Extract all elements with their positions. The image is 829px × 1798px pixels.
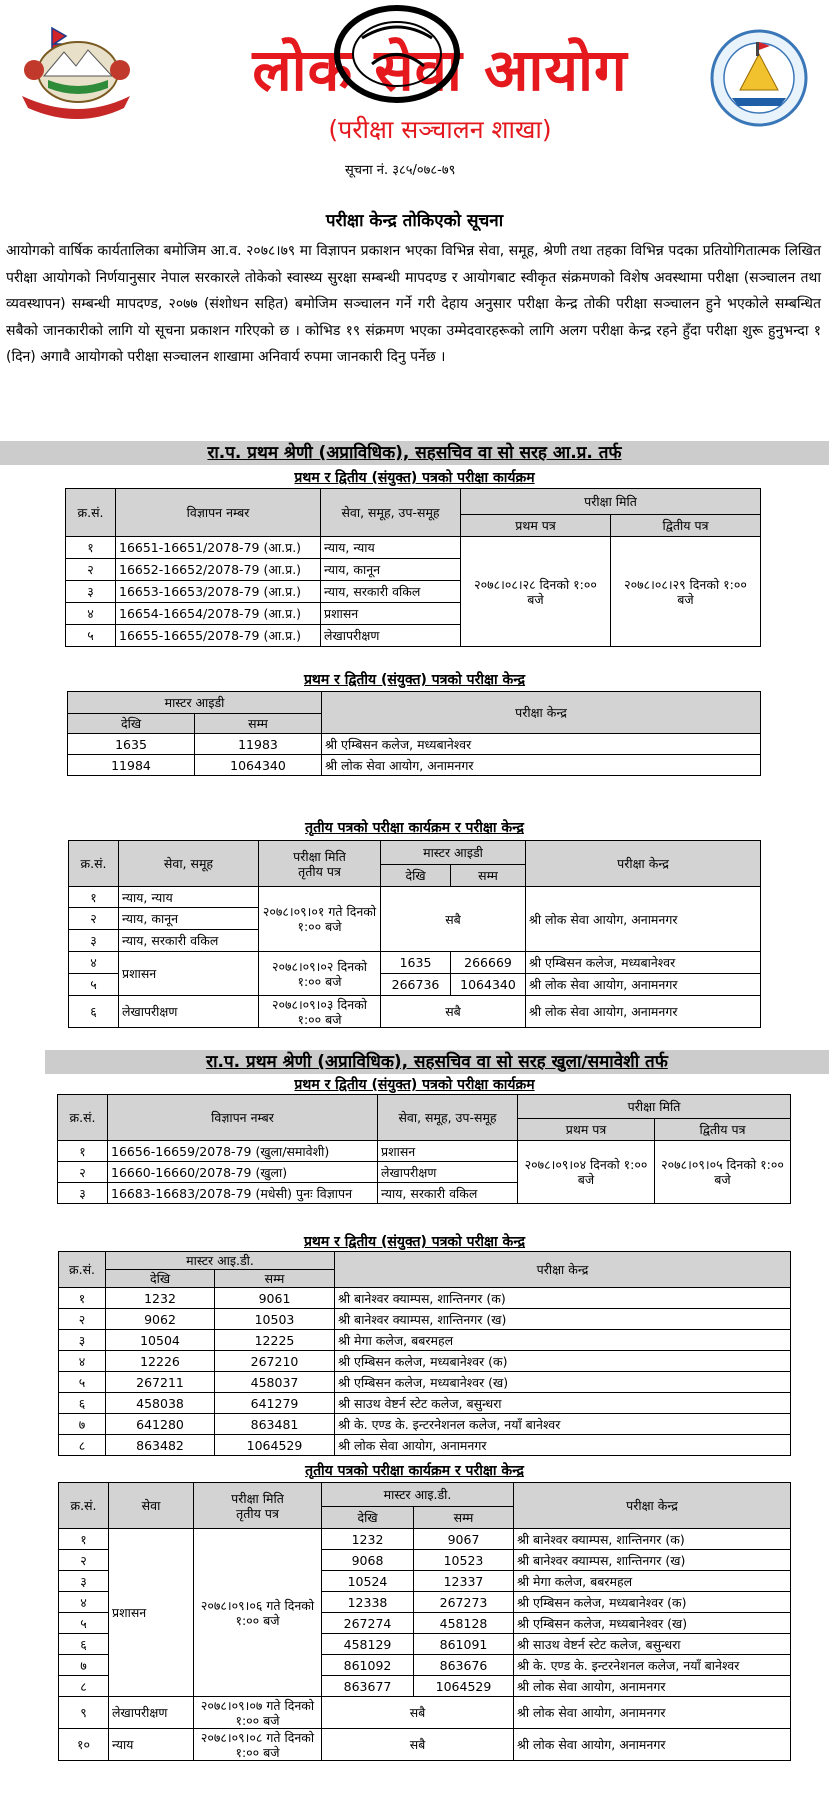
s2-schedule-table — [57, 1094, 791, 1204]
table-caption: प्रथम र द्वितीय (संयुक्त) पत्रको परीक्षा केन्द्र — [303, 1234, 526, 1250]
cell-centre: श्री लोक सेवा आयोग, अनामनगर — [514, 1729, 791, 1761]
table-row — [59, 1309, 791, 1330]
cell-centre: श्री बानेश्वर क्याम्पस, शान्तिनगर (क) — [335, 1288, 791, 1309]
cell-centre: श्री बानेश्वर क्याम्पस, शान्तिनगर (क) — [514, 1529, 791, 1550]
table-caption: प्रथम र द्वितीय (संयुक्त) पत्रको परीक्षा कार्यक्रम — [294, 470, 535, 486]
cell-to: 10503 — [215, 1309, 335, 1330]
cell-sn: २ — [59, 1309, 106, 1330]
cell-date: २०७८।०९।०१ गते दिनको १:०० बजे — [259, 887, 381, 952]
cell-sn: ८ — [59, 1676, 109, 1697]
cell-to: 12337 — [414, 1571, 514, 1592]
s2-third-paper-table — [58, 1482, 791, 1761]
section-band-text: रा.प. प्रथम श्रेणी (अप्राविधिक), सहसचिव वा सो सरह खुला/समावेशी तर्फ — [206, 1052, 668, 1072]
col-service: सेवा, समूह — [119, 841, 259, 887]
cell-centre: श्री लोक सेवा आयोग, अनामनगर — [514, 1697, 791, 1729]
cell-to: 1064340 — [451, 974, 526, 996]
table-row — [59, 1372, 791, 1393]
cell-sn: ६ — [59, 1393, 106, 1414]
table-row — [69, 887, 761, 908]
cell-service: न्याय, कानून — [119, 908, 259, 930]
cell-sn: २ — [59, 1550, 109, 1571]
cell-service: न्याय, कानून — [321, 559, 461, 581]
cell-second-date: २०७८।०९।०५ दिनको १:०० बजे — [655, 1141, 791, 1204]
cell-sn: ३ — [59, 1571, 109, 1592]
col-adv: विज्ञापन नम्बर — [116, 489, 321, 537]
col-exam-date — [194, 1483, 322, 1529]
cell-sn: ३ — [66, 581, 116, 603]
cell-from: 12226 — [106, 1351, 215, 1372]
col-centre: परीक्षा केन्द्र — [322, 692, 761, 734]
col-centre: परीक्षा केन्द्र — [514, 1483, 791, 1529]
s1-centre-table — [67, 691, 761, 776]
cell-to: 9067 — [414, 1529, 514, 1550]
branch-subtitle: (परीक्षा सञ्चालन शाखा) — [328, 115, 552, 144]
cell-service: प्रशासन — [321, 603, 461, 625]
cell-from: 266736 — [381, 974, 451, 996]
cell-to: 861091 — [414, 1634, 514, 1655]
cell-from: 863677 — [322, 1676, 414, 1697]
cell-service: प्रशासन — [109, 1529, 194, 1697]
cell-second-date: २०७८।०८।२९ दिनको १:०० बजे — [611, 537, 761, 647]
cell-centre: श्री बानेश्वर क्याम्पस, शान्तिनगर (ख) — [335, 1309, 791, 1330]
col-exam-date — [259, 841, 381, 887]
cell-to: 641279 — [215, 1393, 335, 1414]
cell-to: 267210 — [215, 1351, 335, 1372]
commission-title: लोक सेवा आयोग — [252, 36, 628, 104]
cell-service: लेखापरीक्षण — [119, 996, 259, 1028]
cell-from: 1635 — [381, 952, 451, 974]
cell-adv: 16653-16653/2078-79 (आ.प्र.) — [116, 581, 321, 603]
cell-all: सबै — [381, 887, 526, 952]
table-row — [59, 1393, 791, 1414]
cell-to: 266669 — [451, 952, 526, 974]
col-master-id: मास्टर आइडी — [68, 692, 322, 714]
section-band-open — [45, 1050, 829, 1074]
cell-from: 1232 — [106, 1288, 215, 1309]
notice-title: परीक्षा केन्द्र तोकिएको सूचना — [325, 211, 504, 231]
cell-from: 9068 — [322, 1550, 414, 1571]
col-centre: परीक्षा केन्द्र — [335, 1252, 791, 1288]
cell-date: २०७८।०९।०७ गते दिनको १:०० बजे — [194, 1697, 322, 1729]
cell-to: 9061 — [215, 1288, 335, 1309]
cell-service: लेखापरीक्षण — [109, 1697, 194, 1729]
s1-schedule-table — [65, 488, 761, 647]
cell-from: 9062 — [106, 1309, 215, 1330]
cell-from: 458129 — [322, 1634, 414, 1655]
cell-sn: ४ — [66, 603, 116, 625]
cell-adv: 16656-16659/2078-79 (खुला/समावेशी) — [108, 1141, 378, 1162]
cell-from: 10504 — [106, 1330, 215, 1351]
table-row — [69, 996, 761, 1028]
cell-sn: ७ — [59, 1414, 106, 1435]
col-to: सम्म — [215, 1270, 335, 1288]
cell-to: 1064529 — [414, 1676, 514, 1697]
cell-sn: ५ — [59, 1613, 109, 1634]
cell-sn: ६ — [59, 1634, 109, 1655]
col-to: सम्म — [195, 714, 322, 734]
cell-centre: श्री के. एण्ड के. इन्टरनेशनल कलेज, नयाँ बानेश्वर — [335, 1414, 791, 1435]
col-from: देखि — [68, 714, 195, 734]
cell-adv: 16651-16651/2078-79 (आ.प्र.) — [116, 537, 321, 559]
col-master-id: मास्टर आइ.डी. — [322, 1483, 514, 1507]
col-service: सेवा, समूह, उप-समूह — [321, 489, 461, 537]
col-to: सम्म — [451, 865, 526, 887]
col-master-id: मास्टर आइडी — [381, 841, 526, 865]
cell-date: २०७८।०९।०६ गते दिनको १:०० बजे — [194, 1529, 322, 1697]
cell-from: 12338 — [322, 1592, 414, 1613]
cell-service: न्याय, न्याय — [119, 887, 259, 908]
cell-sn: २ — [58, 1162, 108, 1183]
col-to: सम्म — [414, 1507, 514, 1529]
cell-centre: श्री मेगा कलेज, बबरमहल — [514, 1571, 791, 1592]
cell-from: 10524 — [322, 1571, 414, 1592]
section-band-text: रा.प. प्रथम श्रेणी (अप्राविधिक), सहसचिव वा सो सरह आ.प्र. तर्फ — [207, 443, 622, 463]
cell-service: न्याय — [109, 1729, 194, 1761]
table-row — [58, 1141, 791, 1162]
cell-date: २०७८।०९।०३ दिनको १:०० बजे — [259, 996, 381, 1028]
cell-sn: ४ — [59, 1351, 106, 1372]
cell-sn: १ — [59, 1288, 106, 1309]
cell-from: 863482 — [106, 1435, 215, 1456]
cell-centre: श्री एम्बिसन कलेज, मध्यबानेश्वर (क) — [335, 1351, 791, 1372]
cell-sn: ५ — [69, 974, 119, 996]
cell-adv: 16654-16654/2078-79 (आ.प्र.) — [116, 603, 321, 625]
cell-to: 863481 — [215, 1414, 335, 1435]
cell-service: न्याय, सरकारी वकिल — [321, 581, 461, 603]
cell-to: 458037 — [215, 1372, 335, 1393]
header-third-paper: तृतीय पत्र — [236, 1505, 279, 1521]
col-adv: विज्ञापन नम्बर — [108, 1095, 378, 1141]
cell-centre: श्री लोक सेवा आयोग, अनामनगर — [514, 1676, 791, 1697]
cell-from: 267274 — [322, 1613, 414, 1634]
cell-sn: ५ — [66, 625, 116, 647]
cell-adv: 16655-16655/2078-79 (आ.प्र.) — [116, 625, 321, 647]
cell-centre: श्री मेगा कलेज, बबरमहल — [335, 1330, 791, 1351]
cell-sn: ८ — [59, 1435, 106, 1456]
notice-number: सूचना नं. ३८५/०७८-७९ — [345, 163, 456, 178]
cell-sn: ४ — [69, 952, 119, 974]
cell-to: 10523 — [414, 1550, 514, 1571]
cell-centre: श्री एम्बिसन कलेज, मध्यबानेश्वर (ख) — [335, 1372, 791, 1393]
header-exam-date: परीक्षा मिति — [293, 848, 346, 864]
cell-from: 11984 — [68, 755, 195, 776]
cell-sn: ७ — [59, 1655, 109, 1676]
col-master-id: मास्टर आइ.डी. — [106, 1252, 335, 1270]
col-second-paper: द्वितीय पत्र — [611, 515, 761, 537]
seal-stamp — [332, 4, 462, 104]
cell-first-date: २०७८।०८।२८ दिनको १:०० बजे — [461, 537, 611, 647]
col-sn: क्र.सं. — [58, 1095, 108, 1141]
col-first-paper: प्रथम पत्र — [461, 515, 611, 537]
s1-third-paper-table — [68, 840, 761, 1028]
nepal-emblem-logo — [14, 22, 132, 122]
col-sn: क्र.सं. — [59, 1252, 106, 1288]
cell-all: सबै — [322, 1729, 514, 1761]
cell-to: 863676 — [414, 1655, 514, 1676]
cell-sn: ३ — [59, 1330, 106, 1351]
cell-adv: 16652-16652/2078-79 (आ.प्र.) — [116, 559, 321, 581]
cell-from: 1635 — [68, 734, 195, 755]
cell-to: 11983 — [195, 734, 322, 755]
cell-adv: 16683-16683/2078-79 (मधेसी) पुनः विज्ञापन — [108, 1183, 378, 1204]
table-row — [59, 1330, 791, 1351]
cell-sn: ६ — [69, 996, 119, 1028]
s2-centre-table — [58, 1251, 791, 1456]
cell-centre: श्री लोक सेवा आयोग, अनामनगर — [526, 996, 761, 1028]
cell-to: 458128 — [414, 1613, 514, 1634]
cell-centre: श्री एम्बिसन कलेज, मध्यबानेश्वर — [526, 952, 761, 974]
cell-sn: २ — [69, 908, 119, 930]
cell-service: प्रशासन — [378, 1141, 518, 1162]
cell-from: 458038 — [106, 1393, 215, 1414]
psc-logo — [708, 28, 810, 128]
table-row — [59, 1351, 791, 1372]
cell-centre: श्री एम्बिसन कलेज, मध्यबानेश्वर — [322, 734, 761, 755]
col-service: सेवा — [109, 1483, 194, 1529]
table-caption: प्रथम र द्वितीय (संयुक्त) पत्रको परीक्षा कार्यक्रम — [294, 1077, 535, 1093]
cell-date: २०७८।०९।०२ दिनको १:०० बजे — [259, 952, 381, 996]
cell-service: लेखापरीक्षण — [321, 625, 461, 647]
table-row — [69, 952, 761, 974]
cell-from: 1232 — [322, 1529, 414, 1550]
cell-sn: १ — [69, 887, 119, 908]
table-row — [59, 1288, 791, 1309]
cell-centre: श्री एम्बिसन कलेज, मध्यबानेश्वर (ख) — [514, 1613, 791, 1634]
cell-service: लेखापरीक्षण — [378, 1162, 518, 1183]
cell-to: 1064340 — [195, 755, 322, 776]
cell-to: 267273 — [414, 1592, 514, 1613]
cell-service: न्याय, सरकारी वकिल — [119, 930, 259, 952]
cell-sn: ३ — [69, 930, 119, 952]
cell-sn: २ — [66, 559, 116, 581]
cell-centre: श्री लोक सेवा आयोग, अनामनगर — [322, 755, 761, 776]
col-first-paper: प्रथम पत्र — [518, 1119, 655, 1141]
cell-date: २०७८।०९।०८ गते दिनको १:०० बजे — [194, 1729, 322, 1761]
cell-sn: ९ — [59, 1697, 109, 1729]
table-row — [68, 734, 761, 755]
cell-sn: १ — [59, 1529, 109, 1550]
col-exam-date: परीक्षा मिति — [461, 489, 761, 515]
cell-sn: ३ — [58, 1183, 108, 1204]
table-row — [59, 1414, 791, 1435]
table-row — [66, 537, 761, 559]
table-row — [68, 755, 761, 776]
cell-service: न्याय, सरकारी वकिल — [378, 1183, 518, 1204]
cell-centre: श्री लोक सेवा आयोग, अनामनगर — [526, 887, 761, 952]
col-service: सेवा, समूह, उप-समूह — [378, 1095, 518, 1141]
table-row — [59, 1529, 791, 1550]
notice-body: आयोगको वार्षिक कार्यतालिका बमोजिम आ.व. २०७८।७९ मा विज्ञापन प्रकाशन भएका विभिन्न सेवा, समूह, श्रेणी तथा तहका विभिन्न पदका प्रतियोगितात्मक लिखित परीक्षा आयोगको निर्णयानुसार नेपाल सरकारले तोकेको स्वास्थ्य सुरक्षा सम्बन्धी मापदण्ड र आयोगबाट स्वीकृत संक्रमणको विशेष अवस्थामा परीक्षा (सञ्चालन तथा व्यवस्थापन) सम्बन्धी मापदण्ड, २०७७ (संशोधन सहित) बमोजिम सञ्चालन गर्ने गरी देहाय अनुसार परीक्षा केन्द्र तोकी परीक्षा सञ्चालन हुने भएकोले सम्बन्धित सबैको जानकारीको लागि यो सूचना प्रकाशन गरिएको छ । कोभिड १९ संक्रमण भएका उम्मेदवारहरूको लागि अलग परीक्षा केन्द्र रहने हुँदा परीक्षा शुरू हुनुभन्दा १ (दिन) अगावै आयोगको परीक्षा सञ्चालन शाखामा अनिवार्य रुपमा जानकारी दिनु पर्नेछ । — [6, 243, 821, 365]
cell-all: सबै — [322, 1697, 514, 1729]
col-sn: क्र.सं. — [66, 489, 116, 537]
col-from: देखि — [106, 1270, 215, 1288]
cell-centre: श्री लोक सेवा आयोग, अनामनगर — [335, 1435, 791, 1456]
cell-to: 12225 — [215, 1330, 335, 1351]
table-caption: प्रथम र द्वितीय (संयुक्त) पत्रको परीक्षा केन्द्र — [303, 672, 526, 688]
cell-first-date: २०७८।०९।०४ दिनको १:०० बजे — [518, 1141, 655, 1204]
cell-sn: ४ — [59, 1592, 109, 1613]
cell-from: 641280 — [106, 1414, 215, 1435]
cell-service: न्याय, न्याय — [321, 537, 461, 559]
header-third-paper: तृतीय पत्र — [298, 863, 341, 879]
table-row — [59, 1697, 791, 1729]
cell-sn: १ — [66, 537, 116, 559]
col-from: देखि — [322, 1507, 414, 1529]
cell-centre: श्री लोक सेवा आयोग, अनामनगर — [526, 974, 761, 996]
cell-centre: श्री साउथ वेष्टर्न स्टेट कलेज, बसुन्धरा — [335, 1393, 791, 1414]
cell-service: प्रशासन — [119, 952, 259, 996]
cell-centre: श्री साउथ वेष्टर्न स्टेट कलेज, बसुन्धरा — [514, 1634, 791, 1655]
table-row — [59, 1729, 791, 1761]
cell-sn: १ — [58, 1141, 108, 1162]
section-band-internal — [0, 441, 829, 465]
table-row — [59, 1435, 791, 1456]
cell-sn: १० — [59, 1729, 109, 1761]
table-caption: तृतीय पत्रको परीक्षा कार्यक्रम र परीक्षा केन्द्र — [305, 1463, 524, 1479]
cell-from: 861092 — [322, 1655, 414, 1676]
cell-all: सबै — [381, 996, 526, 1028]
col-centre: परीक्षा केन्द्र — [526, 841, 761, 887]
cell-adv: 16660-16660/2078-79 (खुला) — [108, 1162, 378, 1183]
cell-centre: श्री के. एण्ड के. इन्टरनेशनल कलेज, नयाँ बानेश्वर — [514, 1655, 791, 1676]
cell-centre: श्री एम्बिसन कलेज, मध्यबानेश्वर (क) — [514, 1592, 791, 1613]
col-sn: क्र.सं. — [59, 1483, 109, 1529]
cell-centre: श्री बानेश्वर क्याम्पस, शान्तिनगर (ख) — [514, 1550, 791, 1571]
col-sn: क्र.सं. — [69, 841, 119, 887]
cell-to: 1064529 — [215, 1435, 335, 1456]
col-exam-date: परीक्षा मिति — [518, 1095, 791, 1119]
col-from: देखि — [381, 865, 451, 887]
col-second-paper: द्वितीय पत्र — [655, 1119, 791, 1141]
table-caption: तृतीय पत्रको परीक्षा कार्यक्रम र परीक्षा केन्द्र — [305, 820, 524, 836]
header-exam-date: परीक्षा मिति — [231, 1490, 284, 1506]
cell-sn: ५ — [59, 1372, 106, 1393]
cell-from: 267211 — [106, 1372, 215, 1393]
